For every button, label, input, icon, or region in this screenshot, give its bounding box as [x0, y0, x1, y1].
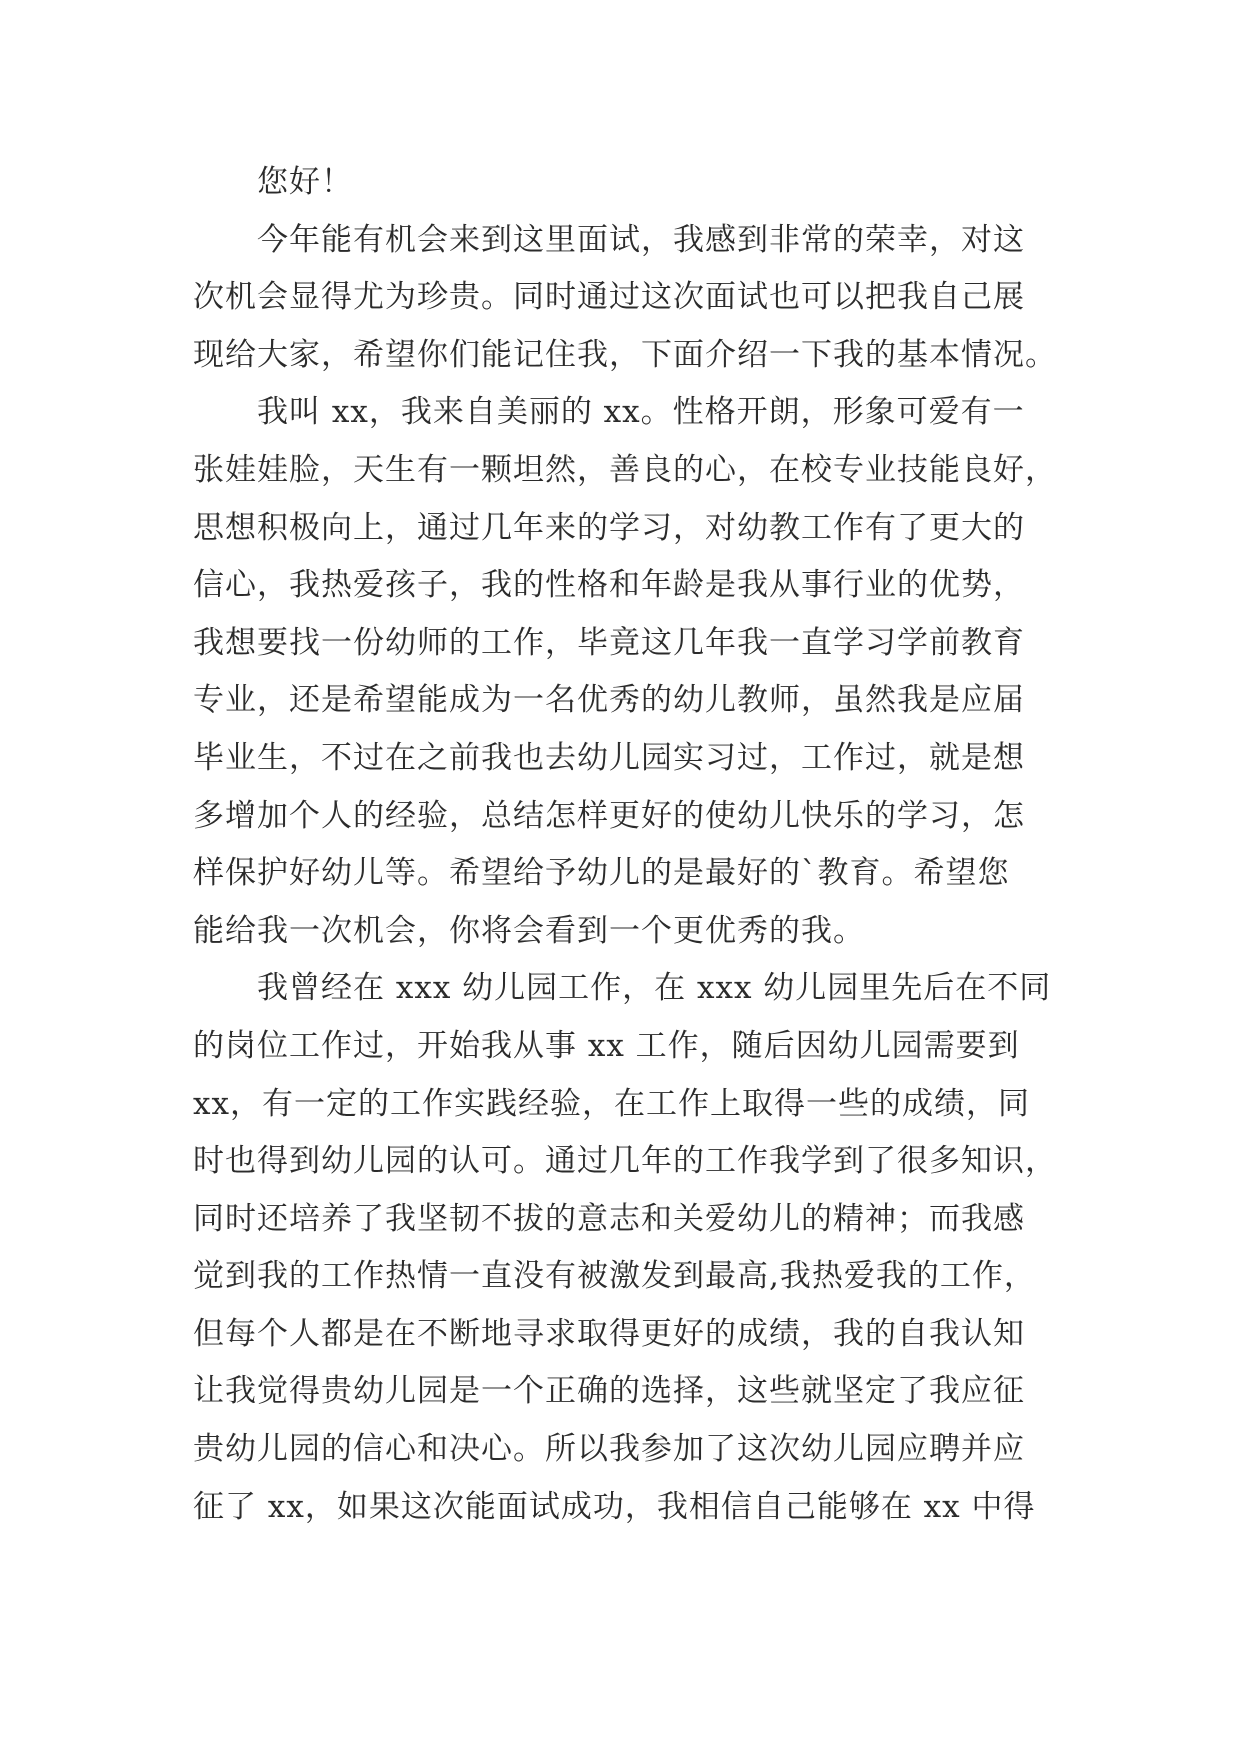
text-line: 觉到我的工作热情一直没有被激发到最高,我热爱我的工作，	[193, 1258, 1036, 1295]
text-line: 贵幼儿园的信心和决心。所以我参加了这次幼儿园应聘并应	[193, 1431, 1025, 1468]
text-line: 时也得到幼儿园的认可。通过几年的工作我学到了很多知识，	[193, 1143, 1057, 1180]
text-line: 多增加个人的经验，总结怎样更好的使幼儿快乐的学习，怎	[193, 797, 1025, 834]
text-line: 思想积极向上，通过几年来的学习，对幼教工作有了更大的	[193, 509, 1025, 546]
text-line: 张娃娃脸，天生有一颗坦然，善良的心，在校专业技能良好，	[193, 451, 1057, 488]
greeting-line: 您好！	[257, 164, 353, 200]
text-line: 但每个人都是在不断地寻求取得更好的成绩，我的自我认知	[193, 1315, 1025, 1352]
text-line: 能给我一次机会，你将会看到一个更优秀的我。	[193, 912, 865, 949]
text-line: 同时还培养了我坚韧不拔的意志和关爱幼儿的精神；而我感	[193, 1200, 1025, 1237]
text-line: 毕业生，不过在之前我也去幼儿园实习过，工作过，就是想	[193, 739, 1025, 776]
text-line: 次机会显得尤为珍贵。同时通过这次面试也可以把我自己展	[193, 279, 1025, 316]
text-line: xx，有一定的工作实践经验，在工作上取得一些的成绩，同	[193, 1085, 1030, 1122]
text-line: 现给大家，希望你们能记住我，下面介绍一下我的基本情况。	[193, 336, 1057, 373]
text-line: 样保护好幼儿等。希望给予幼儿的是最好的`教育。希望您	[193, 855, 1010, 892]
text-line: 信心，我热爱孩子，我的性格和年龄是我从事行业的优势，	[193, 567, 1025, 604]
text-line: 征了 xx，如果这次能面试成功，我相信自己能够在 xx 中得	[193, 1488, 1036, 1525]
text-line: 我想要找一份幼师的工作，毕竟这几年我一直学习学前教育	[193, 624, 1025, 661]
text-line: 让我觉得贵幼儿园是一个正确的选择，这些就坚定了我应征	[193, 1373, 1025, 1410]
text-line: 我曾经在 xxx 幼儿园工作，在 xxx 幼儿园里先后在不同	[257, 970, 1052, 1007]
text-line: 的岗位工作过，开始我从事 xx 工作，随后因幼儿园需要到	[193, 1027, 1020, 1064]
text-line: 专业，还是希望能成为一名优秀的幼儿教师，虽然我是应届	[193, 682, 1025, 719]
text-line: 我叫 xx，我来自美丽的 xx。性格开朗，形象可爱有一	[257, 394, 1025, 431]
text-line: 今年能有机会来到这里面试，我感到非常的荣幸，对这	[257, 221, 1025, 258]
document-body	[193, 154, 1057, 1536]
